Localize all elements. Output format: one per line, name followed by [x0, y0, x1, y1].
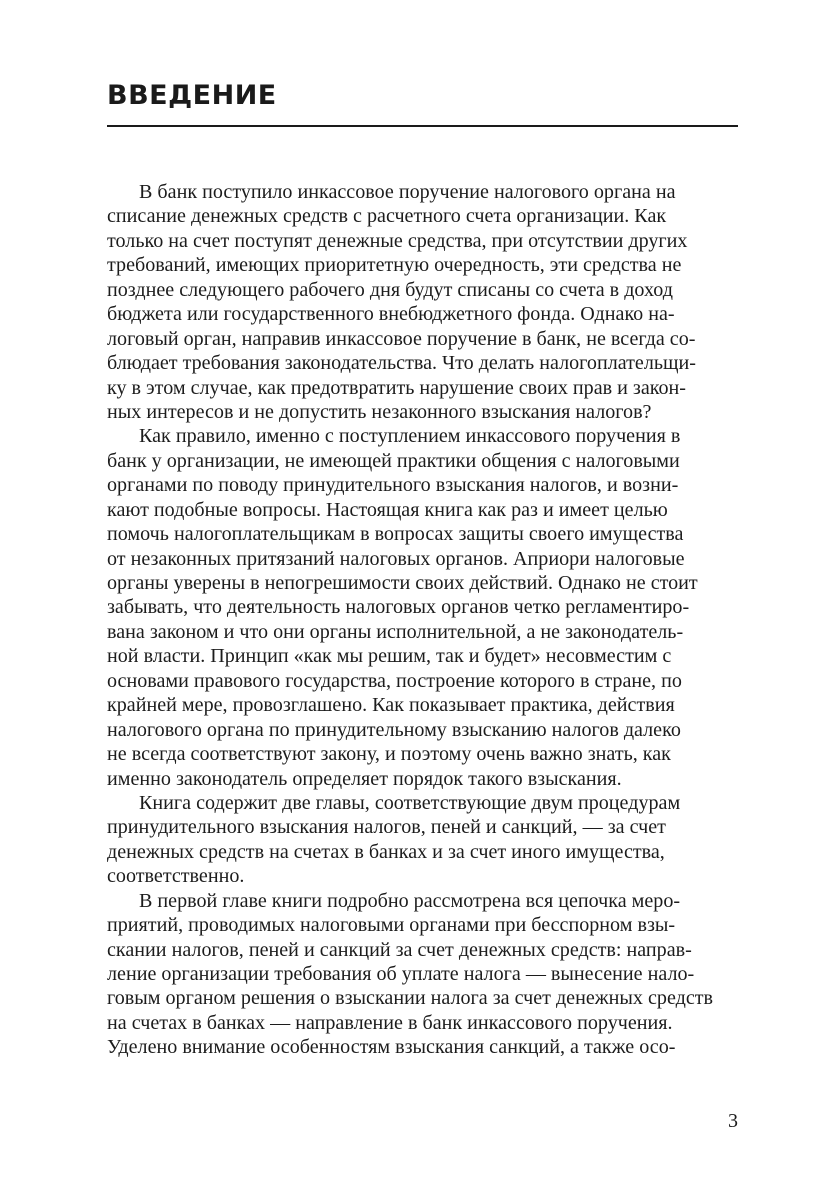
text-line: от незаконных притязаний налоговых органов. Априори налоговые	[107, 547, 685, 570]
text-line: бюджета или государственного внебюджетного фонда. Однако на-	[107, 303, 675, 326]
text-line: принудительного взыскания налогов, пеней и санкций, — за счет	[107, 816, 666, 839]
text-line: органами по поводу принудительного взыскания налогов, и возни-	[107, 474, 679, 497]
text-line: банк у организации, не имеющей практики общения с налоговыми	[107, 449, 680, 472]
text-line: налогового органа по принудительному взысканию налогов далеко	[107, 718, 681, 741]
text-line: органы уверены в непогрешимости своих действий. Однако не стоит	[107, 572, 698, 594]
text-line: не всегда соответствуют закону, и поэтому очень важно знать, как	[107, 743, 671, 766]
text-line: кают подобные вопросы. Настоящая книга как раз и имеет целью	[107, 498, 668, 521]
heading-rule	[107, 125, 738, 127]
text-line: Уделено внимание особенностям взыскания санкций, а также осо-	[107, 1036, 676, 1059]
text-line: крайней мере, провозглашено. Как показывает практика, действия	[107, 694, 675, 717]
text-line: позднее следующего рабочего дня будут списаны со счета в доход	[107, 278, 673, 301]
page-number: 3	[728, 1110, 738, 1132]
text-line: блюдает требования законодательства. Что делать налогоплательщи-	[107, 352, 696, 375]
text-line: списание денежных средств с расчетного счета организации. Как	[107, 205, 667, 228]
text-line: основами правового государства, построение которого в стране, по	[107, 669, 682, 692]
text-line: только на счет поступят денежные средства, при отсутствии других	[107, 229, 688, 252]
text-line: скании налогов, пеней и санкций за счет денежных средств: направ-	[107, 938, 692, 961]
text-line: соответственно.	[107, 865, 245, 888]
text-line: логовый орган, направив инкассовое поручение в банк, не всегда со-	[107, 327, 696, 350]
text-line: помочь налогоплательщикам в вопросах защиты своего имущества	[107, 523, 684, 546]
text-line: забывать, что деятельность налоговых органов четко регламентиро-	[107, 596, 690, 619]
text-line: ление организации требования об уплате налога — вынесение нало-	[107, 963, 695, 985]
text-line: Книга содержит две главы, соответствующие двум процедурам	[139, 791, 681, 814]
body-text	[107, 180, 738, 1060]
text-line: Как правило, именно с поступлением инкассового поручения в	[139, 425, 681, 448]
text-line: ку в этом случае, как предотвратить нарушение своих прав и закон-	[107, 376, 686, 399]
text-line: приятий, проводимых налоговыми органами при бесспорном взы-	[107, 914, 676, 937]
text-line: В первой главе книги подробно рассмотрена вся цепочка меро-	[139, 889, 681, 912]
text-line: говым органом решения о взыскании налога за счет денежных средств	[107, 987, 714, 1010]
text-line: на счетах в банках — направление в банк инкассового поручения.	[107, 1011, 673, 1034]
text-line: вана законом и что они органы исполнительной, а не законодатель-	[107, 620, 684, 643]
text-line: В банк поступило инкассовое поручение налогового органа на	[139, 181, 676, 203]
text-line: требований, имеющих приоритетную очередность, эти средства не	[107, 254, 682, 277]
text-line: ной власти. Принцип «как мы решим, так и будет» несовместим с	[107, 645, 672, 668]
text-line: денежных средств на счетах в банках и за счет иного имущества,	[107, 840, 665, 863]
text-line: ных интересов и не допустить незаконного взыскания налогов?	[107, 400, 652, 423]
text-line: именно законодатель определяет порядок такого взыскания.	[107, 767, 622, 790]
chapter-heading: ВВЕДЕНИЕ	[107, 80, 277, 111]
